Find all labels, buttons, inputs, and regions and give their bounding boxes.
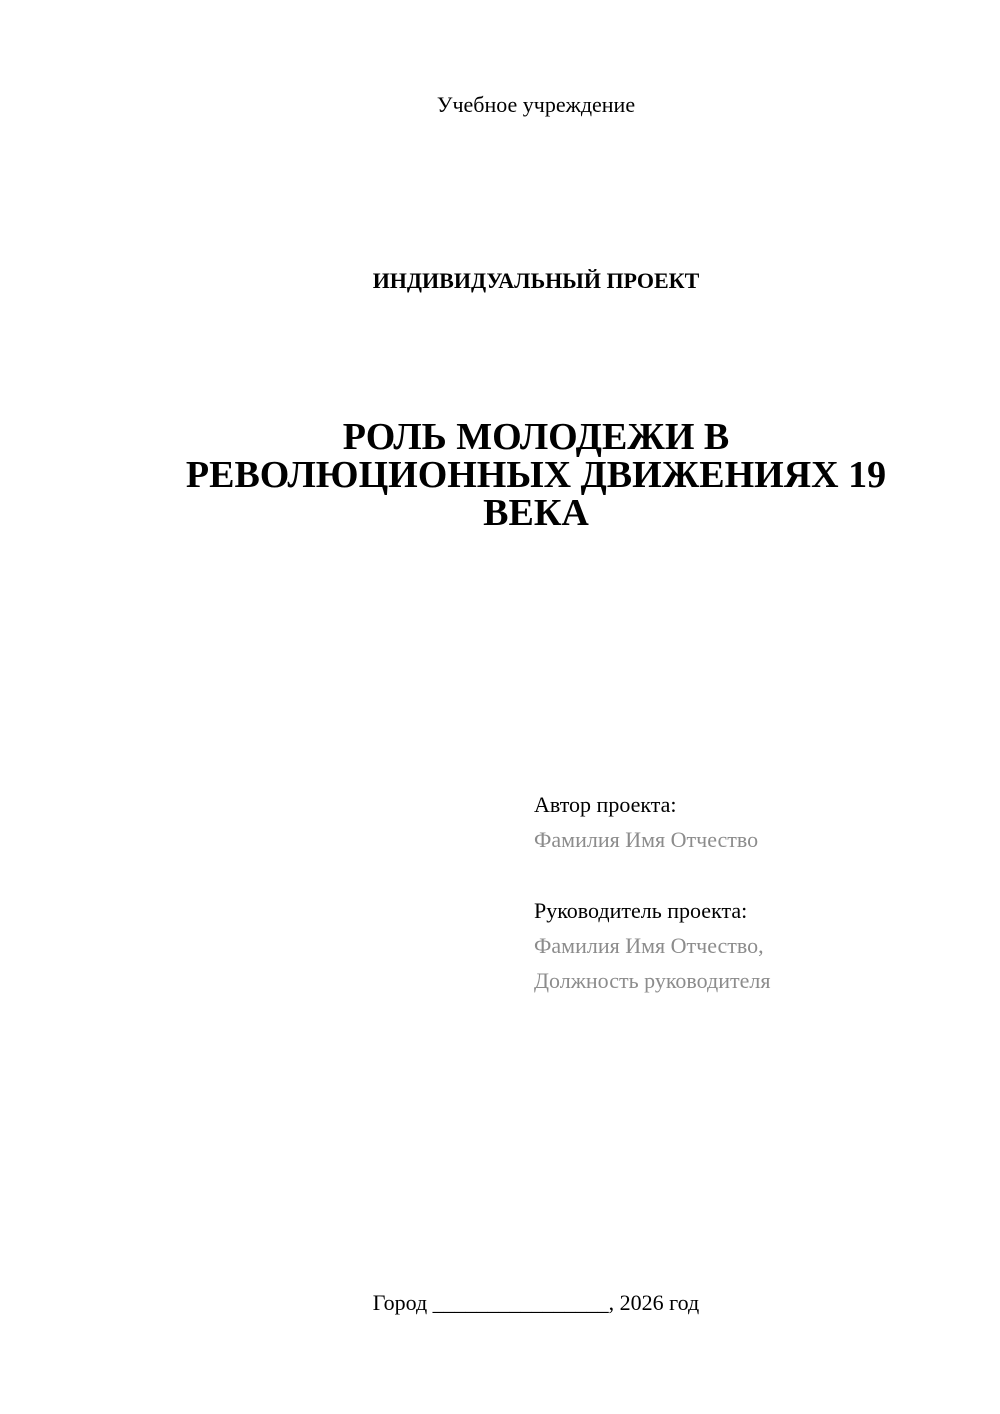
project-title-line-2: РЕВОЛЮЦИОННЫХ ДВИЖЕНИЯХ 19	[185, 454, 887, 496]
project-title-line-3: ВЕКА	[483, 492, 589, 534]
meta-spacer	[534, 857, 954, 893]
supervisor-label: Руководитель проекта:	[534, 898, 748, 923]
author-name-placeholder: Фамилия Имя Отчество	[534, 827, 759, 852]
supervisor-position-placeholder: Должность руководителя	[534, 968, 771, 993]
institution-name: Учебное учреждение	[436, 92, 636, 117]
project-title	[170, 418, 902, 532]
author-label: Автор проекта:	[534, 792, 677, 817]
project-meta-block	[534, 787, 954, 998]
supervisor-name-placeholder: Фамилия Имя Отчество,	[534, 933, 764, 958]
project-type-heading: ИНДИВИДУАЛЬНЫЙ ПРОЕКТ	[372, 268, 700, 293]
city-year-line: Город ________________, 2026 год	[372, 1290, 700, 1315]
project-title-line-1: РОЛЬ МОЛОДЕЖИ В	[342, 416, 730, 458]
